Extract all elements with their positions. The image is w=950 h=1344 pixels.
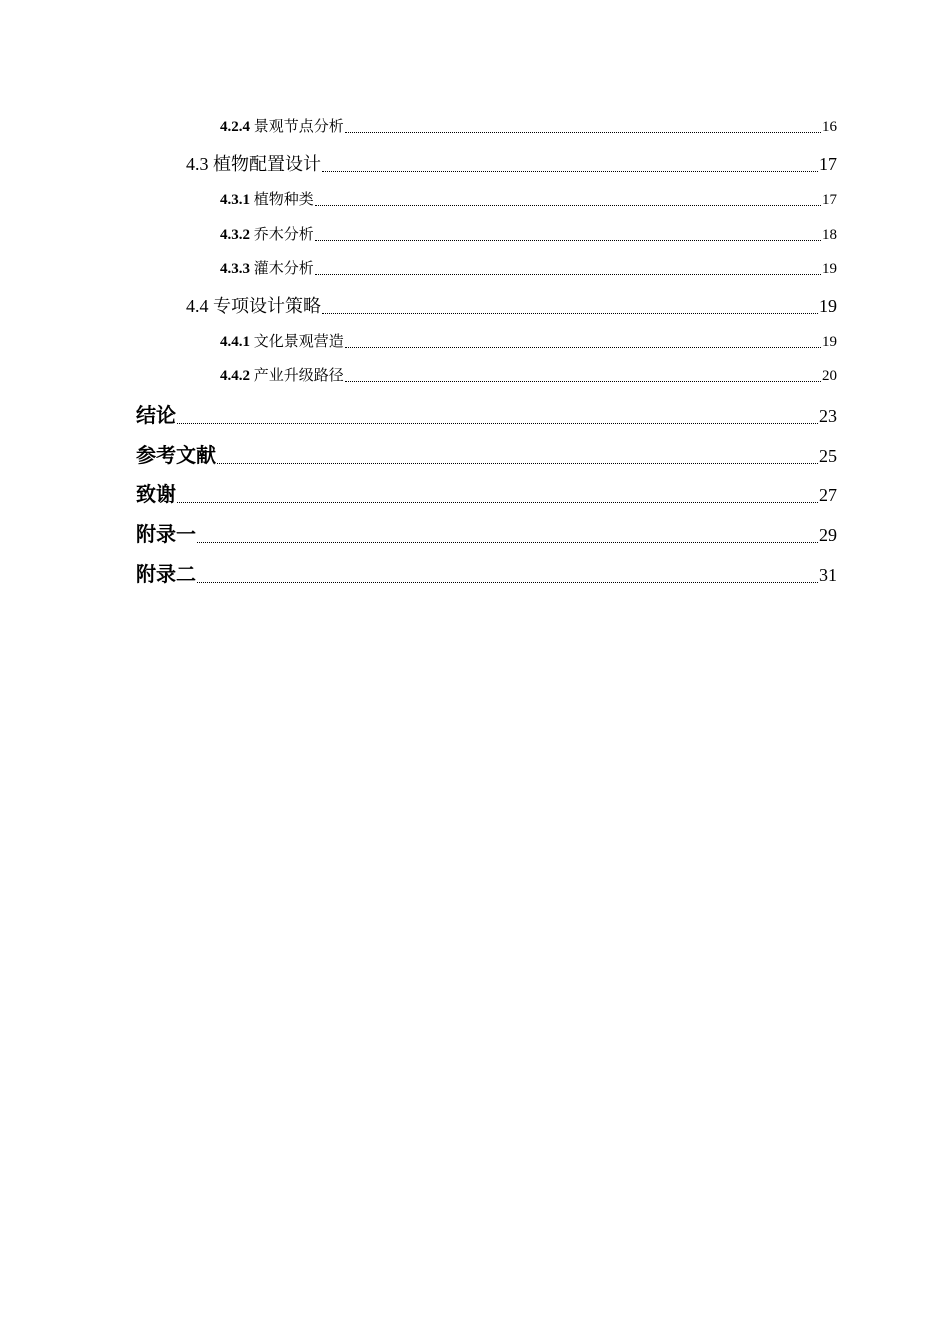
toc-entry-label — [186, 150, 321, 176]
toc-entry-title: 文化景观营造 — [253, 334, 344, 350]
toc-entry-number: 4.3.3 — [220, 261, 250, 277]
dot-leader — [217, 439, 818, 468]
toc-entry-acknowledgements[interactable] — [136, 478, 837, 507]
toc-entry-4-4-1[interactable] — [220, 330, 837, 351]
toc-entry-page: 19 — [822, 261, 837, 277]
toc-entry-label — [220, 223, 314, 244]
toc-entry-title: 附录二 — [136, 562, 196, 586]
dot-leader — [197, 558, 818, 587]
toc-entry-appendix-1[interactable] — [136, 518, 837, 547]
toc-entry-number: 4.4.2 — [220, 368, 250, 384]
toc-entry-4-2-4[interactable] — [220, 115, 837, 136]
toc-entry-page: 25 — [819, 446, 837, 466]
toc-entry-page: 20 — [822, 368, 837, 384]
toc-entry-label — [220, 115, 344, 136]
toc-entry-page: 19 — [819, 296, 837, 316]
toc-entry-label — [220, 188, 314, 209]
toc-entry-page: 17 — [819, 154, 837, 174]
dot-leader — [345, 115, 821, 136]
dot-leader — [315, 188, 821, 209]
toc-entry-label — [186, 292, 321, 318]
toc-entry-title: 结论 — [136, 403, 176, 427]
toc-entry-4-3-2[interactable] — [220, 223, 837, 244]
toc-entry-4-4-2[interactable] — [220, 364, 837, 385]
toc-entry-label — [220, 364, 344, 385]
toc-entry-title: 产业升级路径 — [253, 368, 344, 384]
toc-entry-page: 18 — [822, 227, 837, 243]
toc-entry-4-3[interactable] — [186, 150, 837, 176]
toc-entry-title: 附录一 — [136, 522, 196, 546]
toc-entry-number: 4.3 — [186, 154, 209, 174]
toc-entry-page: 19 — [822, 334, 837, 350]
toc-entry-page: 29 — [819, 525, 837, 545]
toc-entry-4-3-3[interactable] — [220, 257, 837, 278]
dot-leader — [322, 292, 818, 318]
dot-leader — [345, 364, 821, 385]
toc-entry-title: 专项设计策略 — [213, 296, 321, 316]
dot-leader — [345, 330, 821, 351]
toc-entry-4-3-1[interactable] — [220, 188, 837, 209]
toc-entry-number: 4.4.1 — [220, 334, 250, 350]
toc-entry-page: 17 — [822, 192, 837, 208]
toc-entry-4-4[interactable] — [186, 292, 837, 318]
toc-entry-title: 植物种类 — [253, 192, 314, 208]
dot-leader — [322, 150, 818, 176]
toc-entry-page: 27 — [819, 485, 837, 505]
toc-entry-conclusion[interactable] — [136, 399, 837, 428]
toc-entry-number: 4.3.1 — [220, 192, 250, 208]
toc-entry-label — [220, 330, 344, 351]
dot-leader — [315, 223, 821, 244]
toc-entry-title: 植物配置设计 — [213, 154, 321, 174]
toc-entry-title: 灌木分析 — [253, 261, 314, 277]
dot-leader — [177, 478, 818, 507]
toc-entry-page: 16 — [822, 119, 837, 135]
dot-leader — [315, 257, 821, 278]
toc-entry-title: 乔木分析 — [253, 227, 314, 243]
toc-entry-page: 31 — [819, 565, 837, 585]
toc-entry-title: 参考文献 — [136, 443, 216, 467]
toc-entry-page: 23 — [819, 406, 837, 426]
toc-entry-number: 4.2.4 — [220, 119, 250, 135]
dot-leader — [197, 518, 818, 547]
toc-entry-appendix-2[interactable] — [136, 558, 837, 587]
toc-entry-title: 致谢 — [136, 482, 176, 506]
toc-entry-references[interactable] — [136, 439, 837, 468]
toc-entry-number: 4.3.2 — [220, 227, 250, 243]
toc-entry-label — [220, 257, 314, 278]
toc-entry-title: 景观节点分析 — [253, 119, 344, 135]
toc-entry-number: 4.4 — [186, 296, 209, 316]
dot-leader — [177, 399, 818, 428]
